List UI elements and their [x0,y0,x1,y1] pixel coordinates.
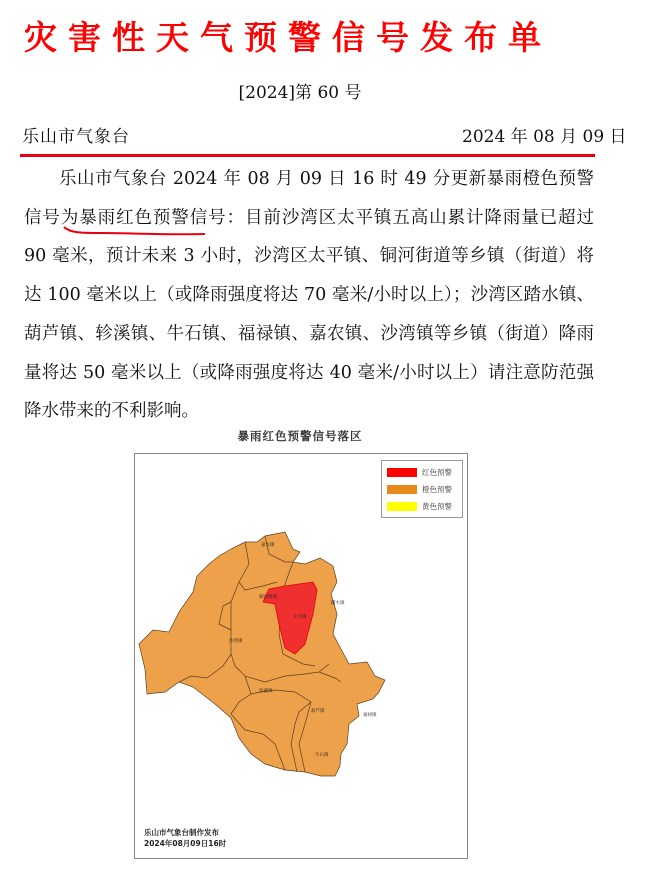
legend-label: 黄色预警 [422,501,452,511]
red-divider [20,154,595,157]
document-title: 灾害性天气预警信号发布单 [24,18,552,57]
town-label-tashui: 踏水镇 [331,601,345,606]
handwritten-underline [62,224,207,236]
legend-item-red [387,467,452,477]
town-label-tonghe: 铜河街道 [259,595,277,600]
legend-label: 橙色预警 [422,484,452,494]
warning-text: 乐山市气象台 2024 年 08 月 09 日 16 时 49 分更新暴雨橙色预警信号为暴雨红色预警信号：目前沙湾区太平镇五高山累计降雨量已超过 90 毫米，预计未来 3 小时，沙湾区太平镇、铜河街道等乡镇（街道）将达 100 毫米以上（或降雨强度将达 70 毫米/小时以上）；沙湾区踏水镇、葫芦镇、轸溪镇、牛石镇、福禄镇、嘉农镇、沙湾镇等乡镇（街道）降雨量将达 50 毫米以上（或降雨强度将达 40 毫米/小时以上）请注意防范强降水带来的不利影响。 [24,169,594,422]
credit-time: 2024年08月09日16时 [144,839,227,848]
town-label-taiping: 太平镇 [293,615,307,620]
map-credit [144,827,226,849]
legend-item-yellow [387,501,452,511]
yellow-swatch [387,502,417,511]
credit-issuer: 乐山市气象台制作发布 [144,828,219,837]
map-title: 暴雨红色预警信号落区 [237,429,363,443]
legend-label: 红色预警 [422,467,452,477]
map-legend [381,460,463,518]
town-label-jianong: 嘉农镇 [261,543,275,548]
issuer-name: 乐山市气象台 [22,127,130,147]
orange-swatch [387,485,417,494]
town-label-zhenxi: 轸溪镇 [259,689,273,694]
town-label-shawan: 沙湾镇 [229,639,243,644]
town-label-niushi: 牛石镇 [315,753,329,758]
map-region-outline [139,532,385,776]
red-swatch [387,468,417,477]
warning-map [134,453,468,859]
legend-item-orange [387,484,452,494]
document-number: [2024]第 60 号 [238,83,362,103]
issue-date: 2024 年 08 月 09 日 [462,127,627,147]
town-label-fulu: 福禄镇 [363,713,377,718]
town-label-hulu: 葫芦镇 [311,709,325,714]
